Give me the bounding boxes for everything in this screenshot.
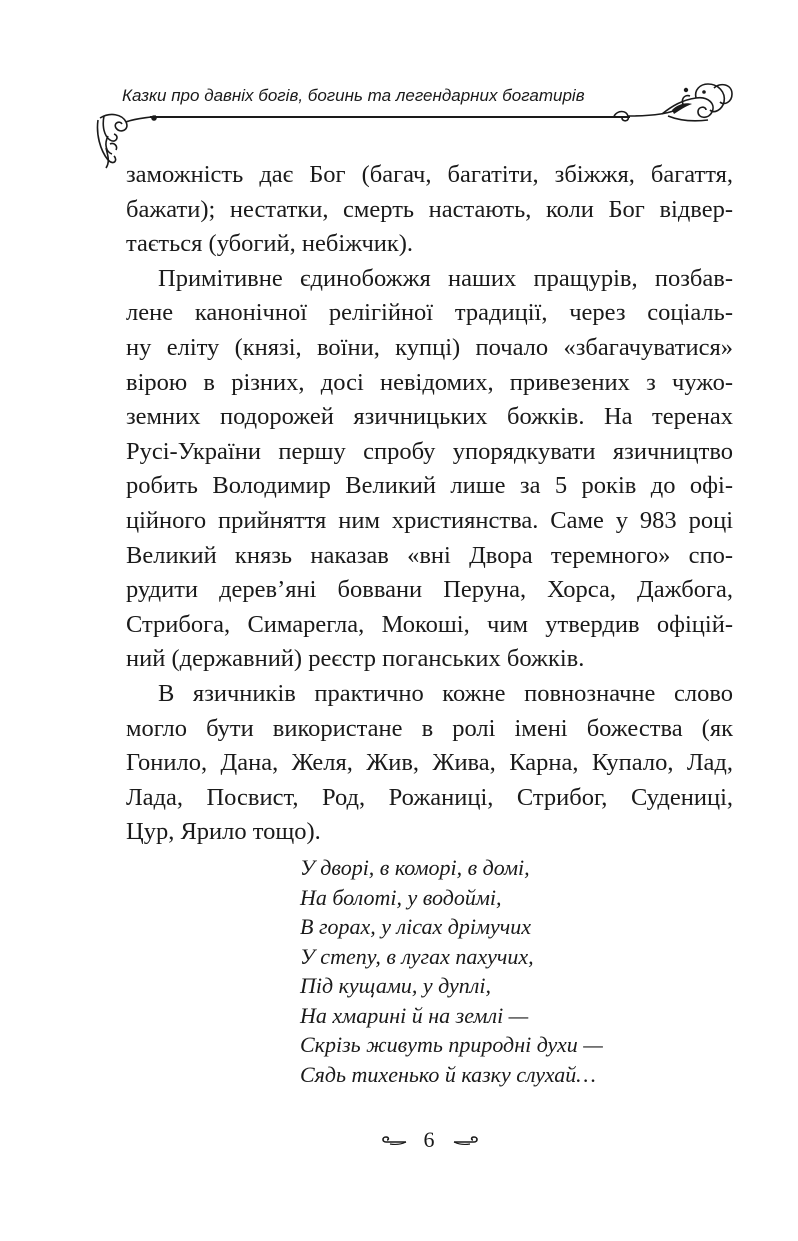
poem-line: Сядь тихенько й казку слухай… bbox=[300, 1061, 596, 1087]
header-rule bbox=[150, 116, 630, 118]
text-line: Стрибога, Симарегла, Мокоші, чим утвердив офіцій- bbox=[126, 610, 733, 638]
text-line: рудити дерев’яні боввани Перуна, Хорса, Дажбога, bbox=[126, 576, 733, 604]
scroll-ornament-left-icon bbox=[380, 1136, 408, 1148]
paragraph bbox=[126, 158, 733, 262]
poem-line: У дворі, в коморі, в домі, bbox=[300, 855, 530, 880]
poem-line: Скрізь живуть природні духи — bbox=[300, 1032, 603, 1057]
poem-line: В горах, у лісах дрімучих bbox=[300, 914, 532, 939]
text-line: Великий князь наказав «вні Двора теремного» спо- bbox=[126, 541, 733, 569]
text-line: ційного прийняття ним християнства. Саме у 983 році bbox=[126, 506, 733, 534]
poem-line: На хмарині й на землі — bbox=[300, 1002, 529, 1028]
text-line: В язичників практично кожне повнозначне слово bbox=[158, 679, 733, 707]
text-line: Русі-України першу спробу упорядкувати язичництво bbox=[126, 437, 733, 465]
poem-line: У степу, в лугах пахучих, bbox=[300, 943, 534, 969]
text-line: ний (державний) реєстр поганських божків. bbox=[126, 645, 585, 673]
body-text bbox=[126, 158, 733, 850]
poem bbox=[300, 853, 603, 1089]
text-line: Цур, Ярило тощо). bbox=[126, 818, 321, 846]
page-footer bbox=[0, 1124, 798, 1160]
text-line: Лада, Посвист, Род, Рожаниці, Стрибог, Судениці, bbox=[126, 783, 733, 811]
paragraph bbox=[126, 262, 733, 677]
text-line: Примітивне єдинобожжя наших пращурів, позбав- bbox=[158, 264, 733, 292]
scroll-ornament-right-icon bbox=[452, 1136, 480, 1148]
text-line: Гонило, Дана, Желя, Жив, Жива, Карна, Купало, Лад, bbox=[126, 749, 733, 777]
text-line: вірою в різних, досі невідомих, привезених з чужо- bbox=[126, 368, 733, 396]
poem-line: На болоті, у водоймі, bbox=[300, 884, 502, 910]
page-number: 6 bbox=[423, 1127, 435, 1152]
text-line: лене канонічної релігійної традиції, через соціаль- bbox=[126, 299, 733, 327]
text-line: ну еліту (князі, воїни, купці) почало «збагачуватися» bbox=[126, 333, 733, 361]
text-line: тається (убогий, небіжчик). bbox=[126, 230, 414, 258]
running-header-title: Казки про давніх богів, богинь та легендарних богатирів bbox=[122, 86, 585, 105]
text-line: робить Володимир Великий лише за 5 років до офі- bbox=[126, 472, 733, 500]
text-line: земних подорожей язичницьких божків. На теренах bbox=[126, 403, 733, 431]
text-line: бажати); нестатки, смерть настають, коли Бог відвер- bbox=[126, 195, 733, 223]
text-line: могло бути використане в ролі імені божества (як bbox=[126, 714, 733, 742]
poem-line: Під кущами, у дуплі, bbox=[300, 973, 491, 998]
text-line: заможність дає Бог (багач, багатіти, збіжжя, багаття, bbox=[126, 161, 733, 188]
paragraph bbox=[126, 677, 733, 850]
swirl-ornament-icon bbox=[612, 80, 736, 126]
